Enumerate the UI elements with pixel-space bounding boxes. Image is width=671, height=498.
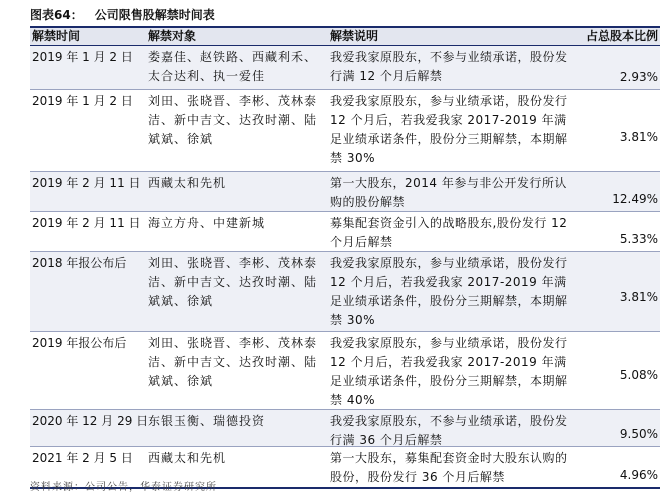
cell-time: 2020 年 12 月 29 日 — [32, 414, 149, 428]
cell-pct: 5.08% — [619, 368, 658, 382]
source-note: 资料来源：公司公告，华泰证券研究所 — [30, 482, 217, 493]
cell-pct: 2.93% — [619, 70, 658, 84]
cell-object: 西藏太和先机 — [148, 451, 227, 465]
cell-object: 刘田、张晓晋、李彬、茂林泰洁、新中吉文、达孜时潮、陆斌斌、徐斌 — [148, 256, 318, 308]
table-row — [30, 172, 660, 212]
cell-pct: 12.49% — [612, 192, 658, 206]
cell-object: 娄嘉佳、赵铁路、西藏利禾、太合达利、执一爱佳 — [148, 50, 318, 83]
cell-object: 刘田、张晓晋、李彬、茂林泰洁、新中吉文、达孜时潮、陆斌斌、徐斌 — [148, 336, 318, 388]
table-row — [30, 212, 660, 252]
header-object: 解禁对象 — [148, 29, 197, 43]
header-desc: 解禁说明 — [330, 29, 379, 43]
cell-object: 东银玉衡、瑞德投资 — [148, 414, 266, 428]
unlock-schedule-table — [30, 26, 660, 489]
cell-time: 2019 年报公布后 — [32, 336, 127, 350]
cell-time: 2018 年报公布后 — [32, 256, 127, 270]
figure-label: 图表64： — [30, 8, 83, 22]
cell-pct: 5.33% — [619, 232, 658, 246]
cell-time: 2021 年 2 月 5 日 — [32, 451, 133, 465]
header-pct: 占总股本比例 — [585, 29, 658, 43]
cell-pct: 3.81% — [619, 290, 658, 304]
cell-desc: 我爱我家原股东，不参与业绩承诺，股份发行满 12 个月后解禁 — [330, 50, 568, 83]
table-header — [30, 28, 660, 46]
cell-time: 2019 年 2 月 11 日 — [32, 216, 141, 230]
cell-time: 2019 年 2 月 11 日 — [32, 176, 141, 190]
cell-desc: 募集配套资金引入的战略股东,股份发行 12 个月后解禁 — [330, 216, 568, 249]
table-title — [30, 4, 660, 26]
cell-pct: 3.81% — [619, 130, 658, 144]
cell-desc: 我爱我家原股东，不参与业绩承诺，股份发行满 36 个月后解禁 — [330, 414, 568, 447]
cell-desc: 第一大股东，募集配套资金时大股东认购的股份，股份发行 36 个月后解禁 — [330, 451, 568, 484]
cell-time: 2019 年 1 月 2 日 — [32, 94, 133, 108]
cell-object: 海立方舟、中建新城 — [148, 216, 266, 230]
figure-title: 公司限售股解禁时间表 — [94, 8, 215, 22]
cell-desc: 第一大股东，2014 年参与非公开发行所认购的股份解禁 — [330, 176, 567, 209]
cell-desc: 我爱我家原股东，参与业绩承诺，股份发行 12 个月后，若我爱我家 2017-2019 年满足业绩承诺条件，股份分三期解禁，本期解禁 30% — [330, 94, 568, 165]
cell-object: 刘田、张晓晋、李彬、茂林泰洁、新中吉文、达孜时潮、陆斌斌、徐斌 — [148, 94, 318, 146]
cell-desc: 我爱我家原股东，参与业绩承诺，股份发行 12 个月后，若我爱我家 2017-2019 年满足业绩承诺条件，股份分三期解禁，本期解禁 40% — [330, 336, 568, 407]
table-row — [30, 252, 660, 332]
table-row — [30, 410, 660, 447]
table-row — [30, 46, 660, 90]
cell-desc: 我爱我家原股东，参与业绩承诺，股份发行 12 个月后，若我爱我家 2017-2019 年满足业绩承诺条件，股份分三期解禁，本期解禁 30% — [330, 256, 568, 327]
table-row — [30, 90, 660, 172]
table-row — [30, 332, 660, 410]
cell-time: 2019 年 1 月 2 日 — [32, 50, 133, 64]
cell-object: 西藏太和先机 — [148, 176, 227, 190]
cell-pct: 4.96% — [619, 468, 658, 482]
cell-pct: 9.50% — [619, 427, 658, 441]
header-time: 解禁时间 — [32, 29, 81, 43]
